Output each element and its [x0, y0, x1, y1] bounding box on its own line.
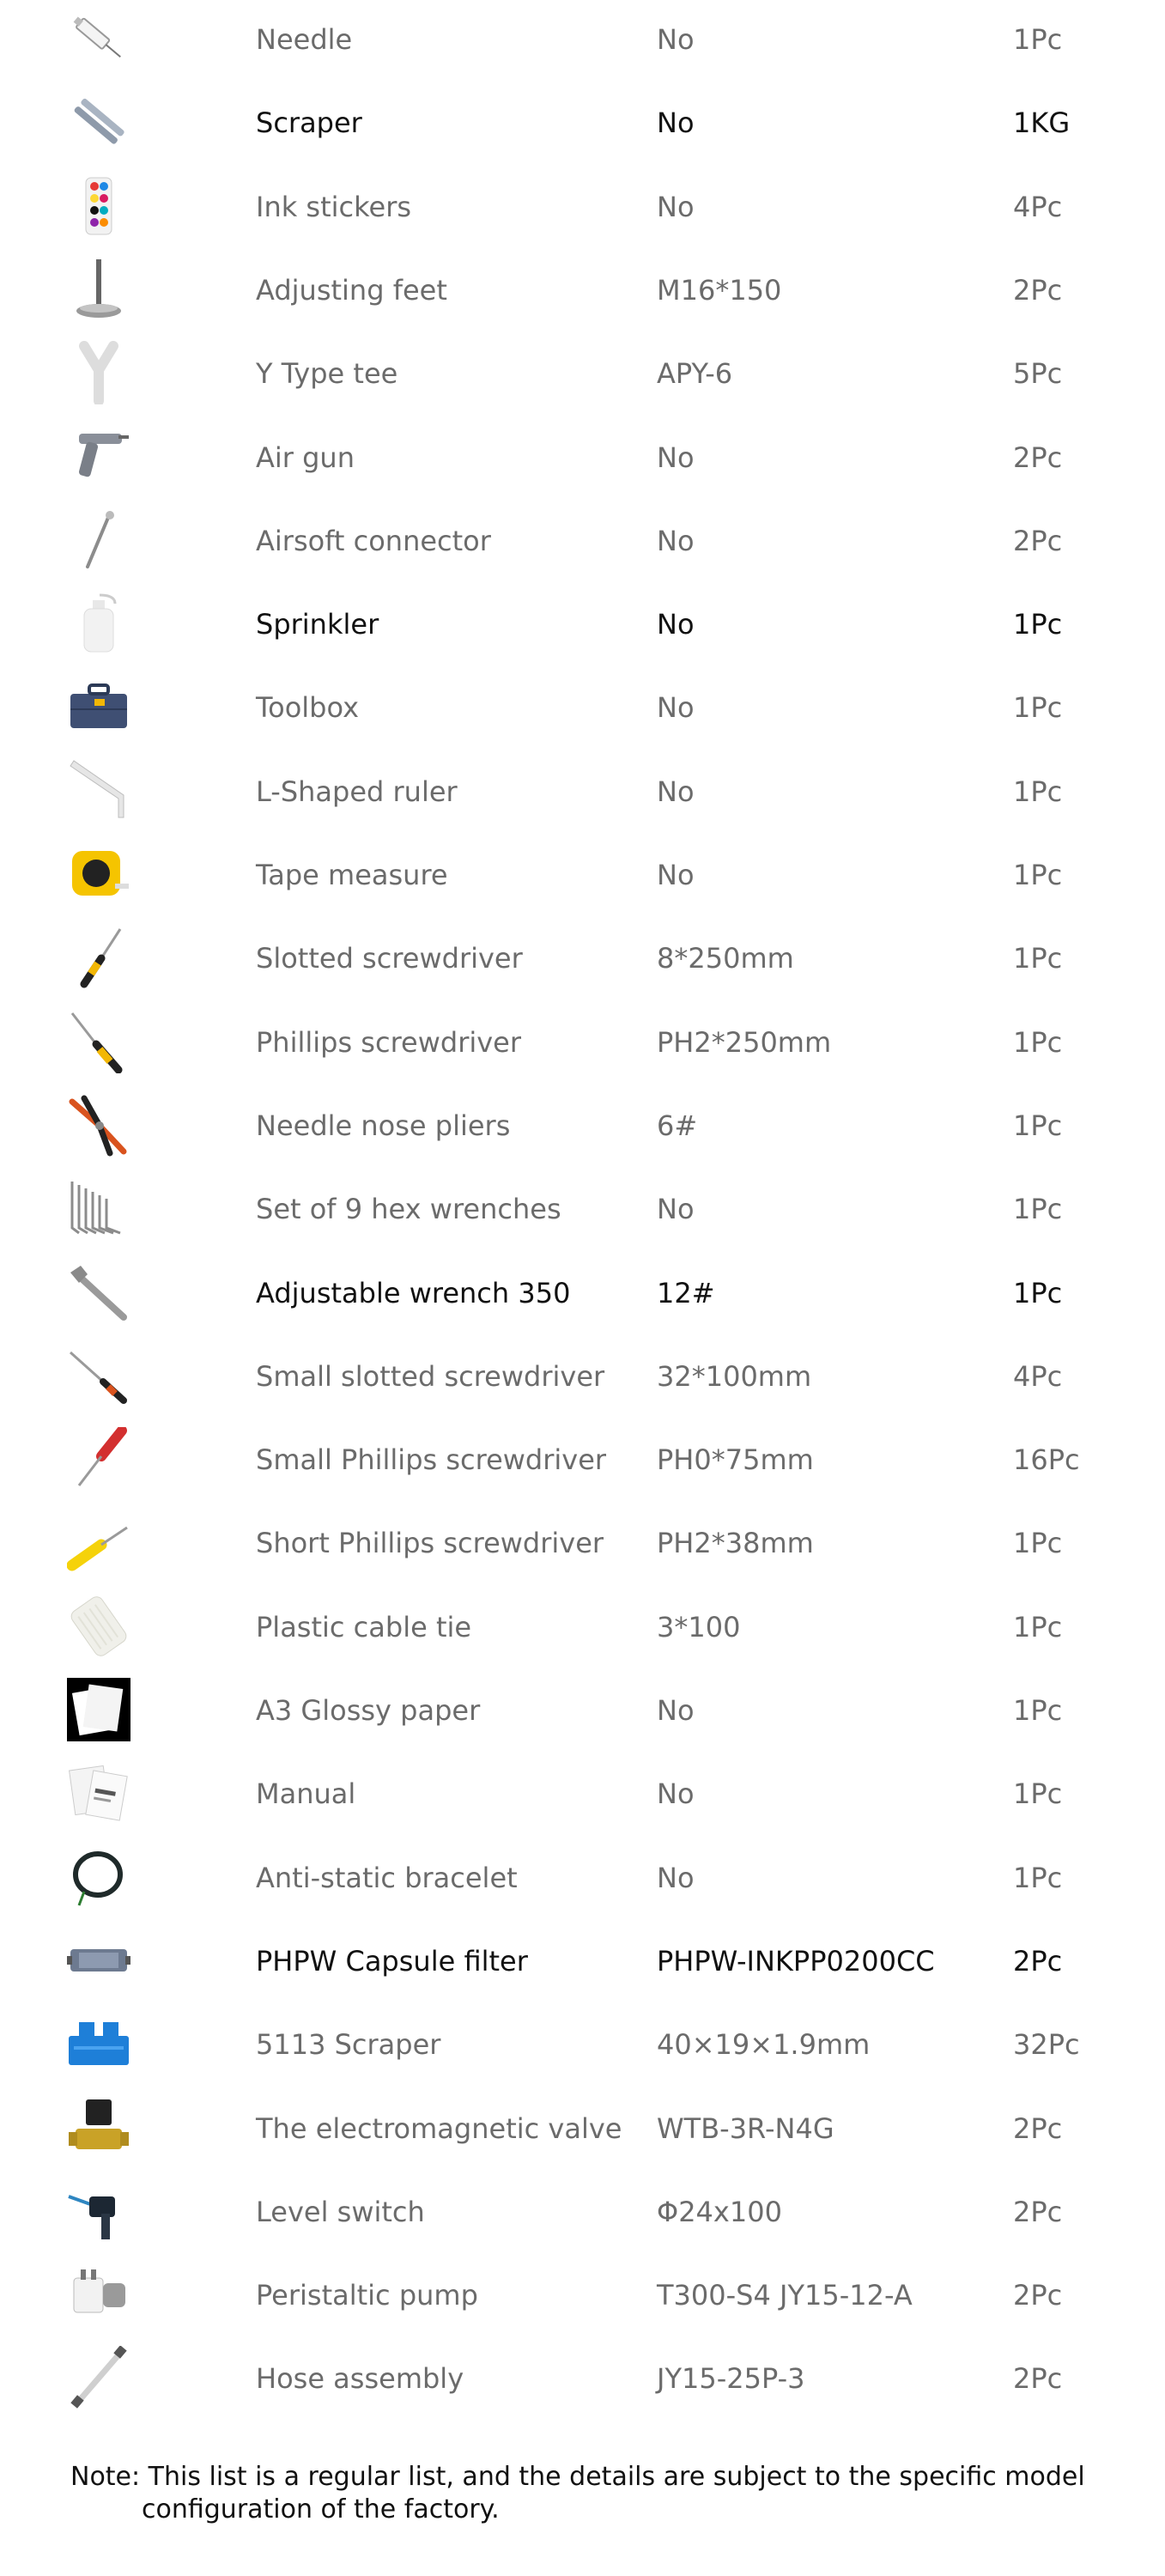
list-item: [0, 416, 1165, 500]
item-qty: 4Pc: [1013, 191, 1063, 223]
item-qty: 5Pc: [1013, 357, 1063, 390]
footnote: [70, 2461, 1101, 2526]
paper-icon: [67, 1678, 130, 1741]
item-spec: No: [657, 525, 695, 557]
item-qty: 2Pc: [1013, 1945, 1063, 1978]
y-tee-icon: [67, 341, 130, 404]
item-qty: 1Pc: [1013, 1193, 1063, 1225]
item-spec: PHPW-INKPP0200CC: [657, 1945, 935, 1978]
solenoid-valve-icon: [67, 2096, 130, 2160]
item-qty: 2Pc: [1013, 441, 1063, 474]
item-name: Phillips screwdriver: [256, 1026, 522, 1059]
list-item: [0, 1586, 1165, 1669]
item-spec: No: [657, 1694, 695, 1727]
item-qty: 1Pc: [1013, 1777, 1063, 1810]
item-qty: 1Pc: [1013, 1026, 1063, 1059]
item-qty: 1Pc: [1013, 1694, 1063, 1727]
syringe-icon: [67, 7, 130, 70]
list-item: [0, 1335, 1165, 1419]
item-name: Needle: [256, 23, 353, 56]
item-name: Manual: [256, 1777, 356, 1810]
toolbox-icon: [67, 675, 130, 738]
item-spec: PH0*75mm: [657, 1443, 814, 1476]
item-qty: 4Pc: [1013, 1360, 1063, 1393]
list-item: [0, 917, 1165, 1000]
item-name: Anti-static bracelet: [256, 1862, 518, 1894]
list-item: [0, 1837, 1165, 1920]
small-screwdriver-icon: [67, 1344, 130, 1407]
item-spec: No: [657, 1777, 695, 1810]
list-item: [0, 2087, 1165, 2171]
list-item: [0, 1419, 1165, 1502]
item-spec: No: [657, 23, 695, 56]
item-spec: Φ24x100: [657, 2196, 782, 2228]
item-qty: 1KG: [1013, 106, 1071, 139]
blue-scraper-icon: [67, 2012, 130, 2075]
item-name: Y Type tee: [256, 357, 398, 390]
list-item: [0, 1252, 1165, 1335]
item-name: A3 Glossy paper: [256, 1694, 481, 1727]
list-item: [0, 2003, 1165, 2087]
item-name: Peristaltic pump: [256, 2279, 478, 2312]
scraper-icon: [67, 90, 130, 154]
item-qty: 1Pc: [1013, 1109, 1063, 1142]
item-name: Tape measure: [256, 859, 448, 891]
item-name: Adjustable wrench 350: [256, 1277, 571, 1309]
bracelet-icon: [67, 1845, 130, 1909]
item-name: Sprinkler: [256, 608, 379, 641]
manual-icon: [67, 1761, 130, 1825]
adjusting-foot-icon: [67, 258, 130, 321]
item-spec: No: [657, 859, 695, 891]
air-gun-icon: [67, 425, 130, 489]
item-spec: PH2*250mm: [657, 1026, 832, 1059]
footnote-line-2: configuration of the factory.: [142, 2494, 500, 2524]
item-spec: APY-6: [657, 357, 733, 390]
item-spec: No: [657, 1862, 695, 1894]
item-qty: 2Pc: [1013, 274, 1063, 307]
hex-wrench-set-icon: [67, 1176, 130, 1240]
list-item: [0, 249, 1165, 332]
level-switch-icon: [67, 2179, 130, 2243]
pliers-icon: [67, 1093, 130, 1157]
item-name: Adjusting feet: [256, 274, 447, 307]
list-item: [0, 1502, 1165, 1585]
screwdriver-icon: [67, 1010, 130, 1073]
item-name: Hose assembly: [256, 2362, 464, 2395]
l-ruler-icon: [67, 759, 130, 823]
item-name: L-Shaped ruler: [256, 775, 458, 808]
item-spec: JY15-25P-3: [657, 2362, 805, 2395]
item-spec: T300-S4 JY15-12-A: [657, 2279, 913, 2312]
item-qty: 2Pc: [1013, 2279, 1063, 2312]
list-item: [0, 1168, 1165, 1251]
connector-icon: [67, 508, 130, 572]
item-qty: 1Pc: [1013, 942, 1063, 975]
item-name: 5113 Scraper: [256, 2028, 441, 2061]
item-qty: 1Pc: [1013, 1862, 1063, 1894]
capsule-filter-icon: [67, 1929, 130, 1992]
item-qty: 2Pc: [1013, 525, 1063, 557]
item-name: Air gun: [256, 441, 355, 474]
list-item: [0, 2254, 1165, 2337]
item-qty: 1Pc: [1013, 691, 1063, 724]
list-item: [0, 666, 1165, 750]
list-item: [0, 583, 1165, 666]
item-spec: No: [657, 191, 695, 223]
item-qty: 1Pc: [1013, 1527, 1063, 1559]
item-qty: 1Pc: [1013, 859, 1063, 891]
item-spec: PH2*38mm: [657, 1527, 814, 1559]
item-qty: 1Pc: [1013, 1277, 1063, 1309]
item-spec: No: [657, 106, 695, 139]
item-spec: No: [657, 775, 695, 808]
item-name: PHPW Capsule filter: [256, 1945, 528, 1978]
list-item: [0, 1001, 1165, 1084]
item-qty: 1Pc: [1013, 23, 1063, 56]
cable-tie-bag-icon: [67, 1595, 130, 1658]
item-name: Airsoft connector: [256, 525, 491, 557]
list-item: [0, 834, 1165, 917]
item-spec: No: [657, 691, 695, 724]
list-item: [0, 2337, 1165, 2421]
tape-measure-icon: [67, 842, 130, 906]
yellow-screwdriver-icon: [67, 1510, 130, 1574]
item-name: Needle nose pliers: [256, 1109, 511, 1142]
item-qty: 16Pc: [1013, 1443, 1080, 1476]
item-qty: 1Pc: [1013, 608, 1063, 641]
item-spec: 40×19×1.9mm: [657, 2028, 871, 2061]
item-name: Small slotted screwdriver: [256, 1360, 605, 1393]
item-name: Short Phillips screwdriver: [256, 1527, 604, 1559]
item-name: Toolbox: [256, 691, 359, 724]
item-qty: 32Pc: [1013, 2028, 1080, 2061]
item-name: Plastic cable tie: [256, 1611, 472, 1643]
item-spec: 6#: [657, 1109, 698, 1142]
squeeze-bottle-icon: [67, 592, 130, 655]
item-qty: 1Pc: [1013, 1611, 1063, 1643]
item-qty: 1Pc: [1013, 775, 1063, 808]
item-name: Ink stickers: [256, 191, 412, 223]
list-item: [0, 1669, 1165, 1753]
item-spec: No: [657, 1193, 695, 1225]
item-spec: 3*100: [657, 1611, 741, 1643]
list-item: [0, 332, 1165, 416]
item-name: Slotted screwdriver: [256, 942, 523, 975]
red-screwdriver-icon: [67, 1427, 130, 1491]
adjustable-wrench-icon: [67, 1261, 130, 1324]
list-item: [0, 82, 1165, 165]
list-item: [0, 1753, 1165, 1836]
item-qty: 2Pc: [1013, 2112, 1063, 2145]
item-name: Set of 9 hex wrenches: [256, 1193, 561, 1225]
screwdriver-icon: [67, 926, 130, 989]
item-name: Scraper: [256, 106, 362, 139]
ink-stickers-icon: [67, 174, 130, 238]
item-spec: No: [657, 441, 695, 474]
item-name: Level switch: [256, 2196, 425, 2228]
list-item: [0, 2171, 1165, 2254]
item-spec: 12#: [657, 1277, 715, 1309]
list-item: [0, 750, 1165, 834]
item-name: The electromagnetic valve: [256, 2112, 622, 2145]
item-qty: 2Pc: [1013, 2196, 1063, 2228]
hose-icon: [67, 2346, 130, 2409]
list-item: [0, 500, 1165, 583]
item-spec: 8*250mm: [657, 942, 794, 975]
item-qty: 2Pc: [1013, 2362, 1063, 2395]
list-item: [0, 166, 1165, 249]
list-item: [0, 1084, 1165, 1168]
footnote-line-1: Note: This list is a regular list, and the details are subject to the specific model: [70, 2462, 1085, 2492]
pump-icon: [67, 2263, 130, 2326]
item-spec: No: [657, 608, 695, 641]
list-item: [0, 0, 1165, 82]
item-spec: WTB-3R-N4G: [657, 2112, 834, 2145]
item-spec: 32*100mm: [657, 1360, 812, 1393]
item-spec: M16*150: [657, 274, 782, 307]
list-item: [0, 1920, 1165, 2003]
item-name: Small Phillips screwdriver: [256, 1443, 607, 1476]
